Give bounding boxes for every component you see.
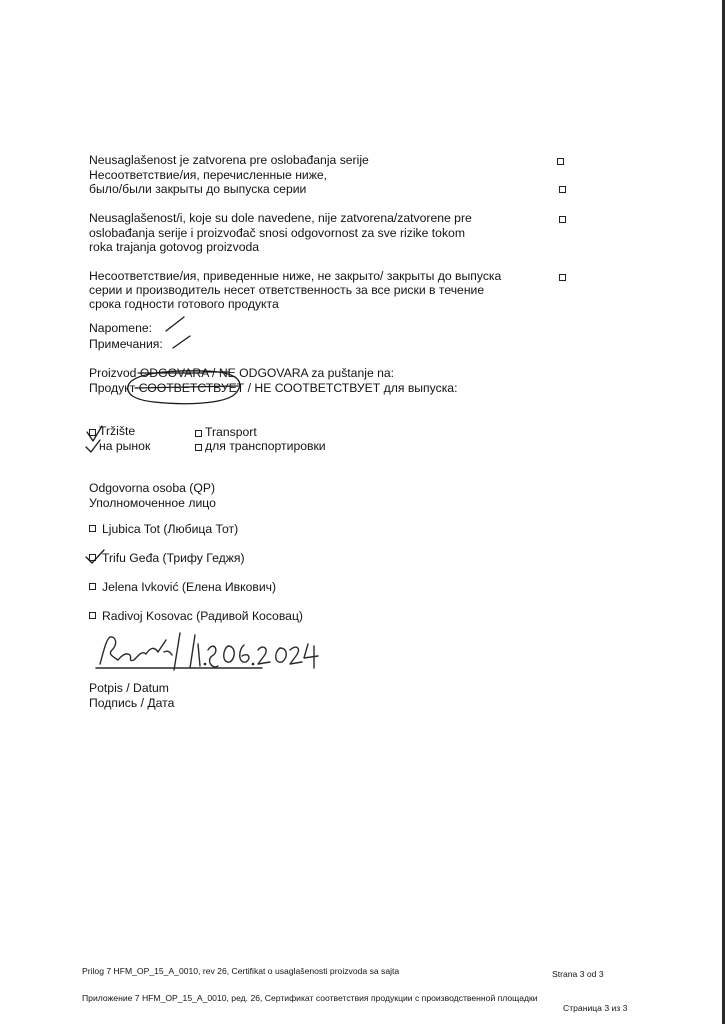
signature-date-0 [224,646,235,662]
signature-date-4 [304,644,318,668]
nonconformity-open-sr-2: oslobađanja serije i proizvođač snosi odgovornost za sve rizike tokom [89,226,465,240]
qp-person-4 [89,609,303,624]
transport-label-sr: Transport [205,425,257,439]
footer-page-ru: Страница 3 из 3 [563,1003,628,1013]
market-label-sr: Tržište [99,424,136,438]
nonconformity-open-ru-2: серии и производитель несет ответственность за все риски в течение [89,283,485,297]
product-status-sr-option: ODGOVARA / NE [139,366,236,380]
nonconformity-open-sr-1: Neusaglašenost/i, koje su dole navedene, nije zatvorena/zatvorene pre [89,211,472,225]
transport-label-ru: для транспортировки [205,439,326,453]
signature-date-1 [198,644,200,666]
date-dot-1 [204,663,207,666]
notes-slash-mark-2 [173,336,190,348]
qp-title-ru: Уполномоченное лицо [89,496,216,510]
signature-date-0b [276,648,287,662]
notes-label-sr: Napomene: [89,321,153,335]
signature-date-6 [240,645,249,662]
checkbox-qp-3[interactable] [89,583,96,590]
signature-date-8 [208,646,218,667]
checkbox-open[interactable] [559,216,566,223]
signature-date-2b [290,647,302,664]
product-status-ru [89,381,457,396]
nonconformity-closed-ru-1: Несоответствие/ия, перечисленные ниже, [89,168,328,182]
signature-separator-1 [174,633,180,670]
product-status-ru-option: СООТВЕТСТВУЕТ / [138,381,251,395]
market-label-ru: на рынок [99,439,151,453]
checkbox-open-ru[interactable] [559,274,566,281]
nonconformity-open-ru-1: Несоответствие/ия, приведенные ниже, не закрыто/ закрыты до выпуска [89,269,502,283]
checkbox-transport[interactable] [195,430,202,437]
signature-drawing [96,633,318,670]
signature-date-2a [258,647,270,664]
qp-person-2 [89,551,245,566]
checkbox-qp-2[interactable] [89,554,96,561]
signature-initial [100,637,146,664]
checkbox-transport-ru[interactable] [195,444,202,451]
date-dot-2 [252,663,255,666]
nonconformity-closed-ru-2: было/были закрыты до выпуска серии [89,182,307,196]
checkbox-qp-4[interactable] [89,612,96,619]
qp-person-4-label: Radivoj Kosovac (Радивой Косовац) [102,609,303,623]
product-status-ru-suffix: НЕ СООТВЕТСТВУЕТ для выпуска: [254,381,458,395]
nonconformity-open-ru-3: срока годности готового продукта [89,297,279,311]
checkbox-closed[interactable] [557,158,564,165]
checkbox-qp-1[interactable] [89,525,96,532]
qp-person-1-label: Ljubica Tot (Любица Тот) [102,522,239,536]
checkbox-market[interactable] [89,429,96,436]
signature-strokes [146,640,172,655]
nonconformity-closed-sr: Neusaglašenost je zatvorena pre oslobađanja serije [89,153,369,167]
market-scribble-mark [86,440,100,452]
signature-label-sr: Potpis / Datum [89,681,169,695]
product-status-ru-prefix: Продукт [89,381,136,395]
product-status-sr [89,366,394,381]
footer-page-sr: Strana 3 od 3 [552,969,604,979]
signature-separator-2 [190,635,195,668]
footer-attachment-sr: Prilog 7 HFM_OP_15_A_0010, rev 26, Certifikat o usaglašenosti proizvoda sa sajta [82,966,400,976]
nonconformity-open-sr-3: roka trajanja gotovog proizvoda [89,240,260,254]
product-status-sr-prefix: Proizvod [89,366,137,380]
qp-title-sr: Odgovorna osoba (QP) [89,481,216,495]
qp-person-3-label: Jelena Ivković (Елена Ивкович) [102,580,277,594]
notes-slash-mark-1 [166,317,184,331]
footer-attachment-ru: Приложение 7 HFM_OP_15_A_0010, ред. 26, Сертификат соответствия продукции с производственной площадки [82,993,538,1003]
qp-person-2-label: Trifu Geđa (Трифу Геджя) [102,551,245,565]
checkbox-closed-ru[interactable] [559,186,566,193]
qp-person-3 [89,580,276,595]
notes-label-ru: Примечания: [89,337,163,351]
product-status-sr-suffix: ODGOVARA za puštanje na: [239,366,395,380]
qp-person-1 [89,522,238,537]
signature-label-ru: Подпись / Дата [89,696,175,710]
